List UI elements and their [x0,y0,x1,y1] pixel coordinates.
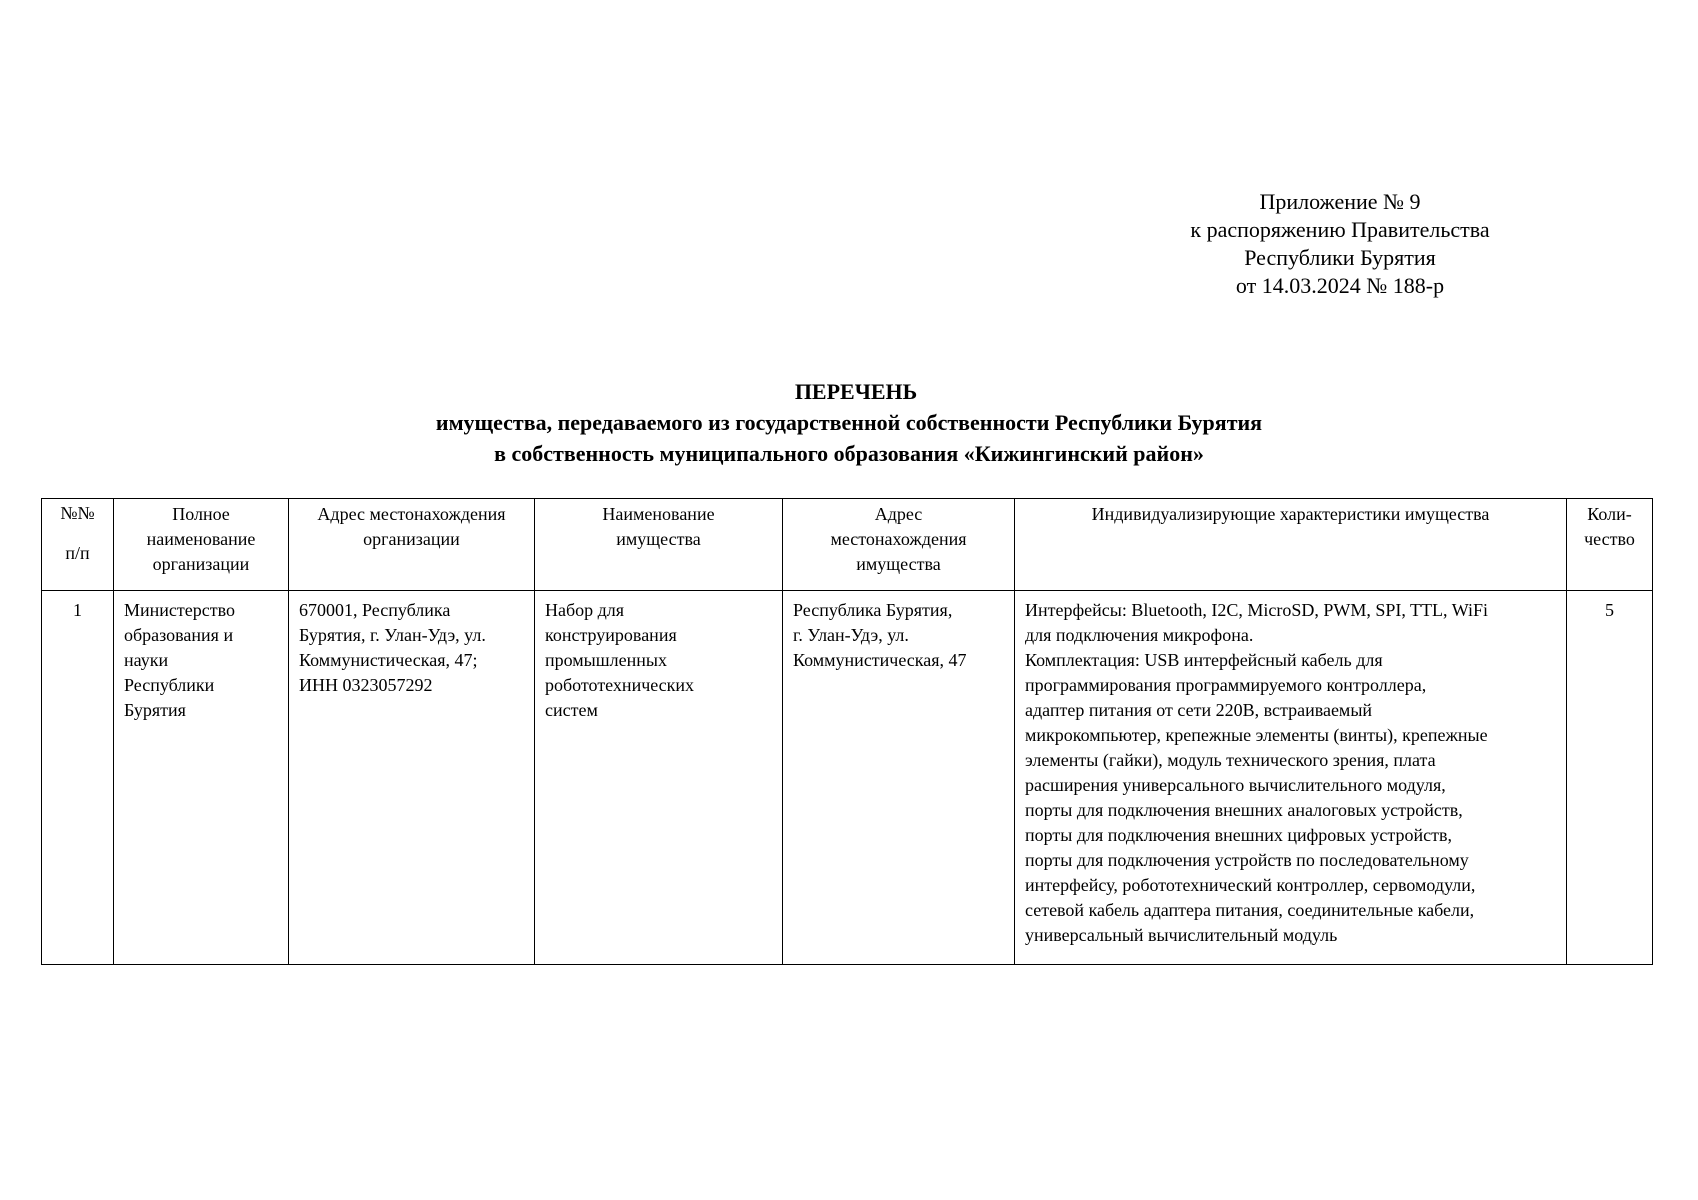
cell-text: промышленных [545,650,667,670]
title-heading: ПЕРЕЧЕНЬ [794,379,918,404]
cell-characteristics [1015,591,1567,965]
cell-text: г. Улан-Удэ, ул. [793,625,909,645]
header-text: местонахождения [830,529,967,549]
header-text: Адрес местонахождения [317,504,506,524]
cell-text: порты для подключения внешних цифровых устройств, [1025,825,1452,845]
cell-num: 1 [42,591,114,965]
header-quantity [1567,499,1653,591]
cell-org-name [114,591,289,965]
cell-text: Коммунистическая, 47 [793,650,967,670]
header-property-name [535,499,783,591]
cell-org-address [289,591,535,965]
header-text: имущества [856,554,941,574]
document-title [0,376,1698,469]
header-text: Наименование [602,504,715,524]
header-property-address [783,499,1015,591]
header-characteristics [1015,499,1567,591]
table-row [42,591,1653,965]
cell-property-name [535,591,783,965]
cell-text: Бурятия [124,700,186,720]
cell-text: Набор для [545,600,625,620]
appendix-line: к распоряжению Правительства [1190,217,1490,242]
table-header-row [42,499,1653,591]
cell-text: порты для подключения устройств по последовательному [1025,850,1469,870]
cell-text: сетевой кабель адаптера питания, соединительные кабели, [1025,900,1475,920]
appendix-block [1120,188,1560,300]
header-text: организации [152,554,250,574]
cell-text: робототехнических [545,675,695,695]
cell-text: Интерфейсы: Bluetooth, I2C, MicroSD, PWM, SPI, TTL, WiFi [1025,600,1488,620]
cell-property-address [783,591,1015,965]
cell-text: Республики [124,675,215,695]
header-num [42,499,114,591]
cell-text: систем [545,700,598,720]
cell-text: Министерство [124,600,235,620]
cell-text: элементы (гайки), модуль технического зрения, плата [1025,750,1436,770]
cell-text: адаптер питания от сети 220В, встраиваемый [1025,700,1373,720]
header-org-name [114,499,289,591]
cell-text: расширения универсального вычислительного модуля, [1025,775,1446,795]
title-subtitle-line: в собственность муниципального образования «Кижингинский район» [494,441,1204,466]
title-subtitle-line: имущества, передаваемого из государственной собственности Республики Бурятия [435,410,1263,435]
header-text: чество [1584,529,1635,549]
cell-text: порты для подключения внешних аналоговых устройств, [1025,800,1463,820]
cell-quantity: 5 [1567,591,1653,965]
cell-text: ИНН 0323057292 [299,675,433,695]
cell-text: для подключения микрофона. [1025,625,1254,645]
cell-text: интерфейсу, робототехнический контроллер, сервомодули, [1025,875,1476,895]
cell-text: Республика Бурятия, [793,600,953,620]
appendix-line: Республики Бурятия [1244,245,1436,270]
header-org-address [289,499,535,591]
cell-text: науки [124,650,169,670]
header-text: наименование [146,529,256,549]
cell-text: программирования программируемого контроллера, [1025,675,1427,695]
appendix-line: от 14.03.2024 № 188-р [1235,273,1445,298]
cell-text: образования и [124,625,234,645]
cell-text: Коммунистическая, 47; [299,650,478,670]
cell-text: микрокомпьютер, крепежные элементы (винты), крепежные [1025,725,1488,745]
cell-text: конструирования [545,625,677,645]
appendix-line: Приложение № 9 [1259,189,1421,214]
header-text: Коли- [1587,504,1632,524]
header-text: п/п [65,543,90,563]
cell-text: Бурятия, г. Улан-Удэ, ул. [299,625,486,645]
cell-text: универсальный вычислительный модуль [1025,925,1338,945]
header-text: Адрес [874,504,923,524]
property-table [41,498,1653,965]
header-text: имущества [616,529,701,549]
header-text: организации [363,529,460,549]
header-text: Полное [172,504,230,524]
header-text: Индивидуализирующие характеристики имущества [1091,504,1490,524]
cell-text: 670001, Республика [299,600,451,620]
header-text: №№ [60,503,95,523]
cell-text: Комплектация: USB интерфейсный кабель для [1025,650,1383,670]
